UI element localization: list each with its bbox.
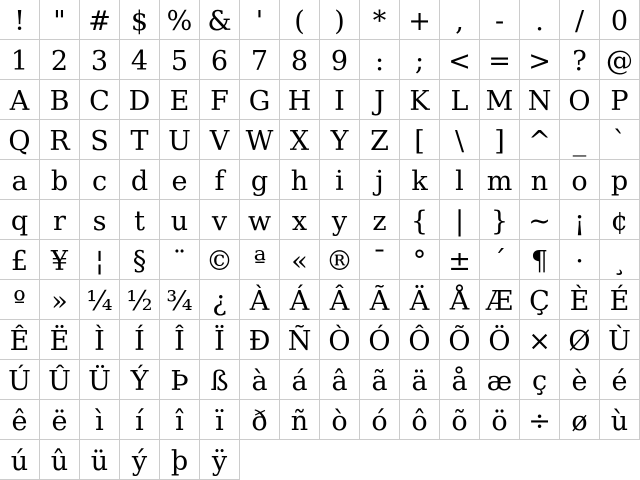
glyph-cell: « xyxy=(280,240,320,280)
glyph-cell: ì xyxy=(80,400,120,440)
glyph-cell: ô xyxy=(400,400,440,440)
glyph-cell: G xyxy=(240,80,280,120)
glyph-cell: Ð xyxy=(240,320,280,360)
glyph-cell: X xyxy=(280,120,320,160)
glyph-cell: Ö xyxy=(480,320,520,360)
glyph-cell: å xyxy=(440,360,480,400)
glyph-cell: Ø xyxy=(560,320,600,360)
glyph-cell: º xyxy=(0,280,40,320)
glyph-cell: Ë xyxy=(40,320,80,360)
glyph-cell: % xyxy=(160,0,200,40)
glyph-cell: < xyxy=(440,40,480,80)
glyph-cell: \ xyxy=(440,120,480,160)
glyph-cell: ¶ xyxy=(520,240,560,280)
glyph-cell: 0 xyxy=(600,0,640,40)
empty-cells-area xyxy=(240,440,640,480)
glyph-cell: S xyxy=(80,120,120,160)
glyph-cell: ð xyxy=(240,400,280,440)
glyph-cell: 7 xyxy=(240,40,280,80)
glyph-cell: 3 xyxy=(80,40,120,80)
glyph-cell: + xyxy=(400,0,440,40)
glyph-cell: È xyxy=(560,280,600,320)
glyph-cell: B xyxy=(40,80,80,120)
glyph-cell: ´ xyxy=(480,240,520,280)
glyph-cell: o xyxy=(560,160,600,200)
glyph-cell: Î xyxy=(160,320,200,360)
glyph-cell: ÿ xyxy=(200,440,240,480)
glyph-cell: Ò xyxy=(320,320,360,360)
glyph-cell: V xyxy=(200,120,240,160)
glyph-cell: c xyxy=(80,160,120,200)
glyph-cell: × xyxy=(520,320,560,360)
glyph-cell: ; xyxy=(400,40,440,80)
glyph-cell: Û xyxy=(40,360,80,400)
glyph-cell: Ý xyxy=(120,360,160,400)
glyph-cell: ª xyxy=(240,240,280,280)
glyph-cell: Q xyxy=(0,120,40,160)
glyph-cell: E xyxy=(160,80,200,120)
glyph-cell: Ñ xyxy=(280,320,320,360)
glyph-cell: ë xyxy=(40,400,80,440)
glyph-cell: v xyxy=(200,200,240,240)
glyph-cell: 8 xyxy=(280,40,320,80)
glyph-cell: à xyxy=(240,360,280,400)
glyph-cell: ¼ xyxy=(80,280,120,320)
glyph-cell: / xyxy=(560,0,600,40)
glyph-cell: } xyxy=(480,200,520,240)
glyph-cell: § xyxy=(120,240,160,280)
glyph-cell: A xyxy=(0,80,40,120)
glyph-cell: & xyxy=(200,0,240,40)
glyph-cell: k xyxy=(400,160,440,200)
glyph-cell: . xyxy=(520,0,560,40)
glyph-cell: Ì xyxy=(80,320,120,360)
glyph-cell: ú xyxy=(0,440,40,480)
glyph-cell: Ç xyxy=(520,280,560,320)
glyph-cell: ! xyxy=(0,0,40,40)
glyph-cell: K xyxy=(400,80,440,120)
glyph-cell: 5 xyxy=(160,40,200,80)
glyph-cell: é xyxy=(600,360,640,400)
glyph-cell: R xyxy=(40,120,80,160)
glyph-cell: ] xyxy=(480,120,520,160)
glyph-cell: I xyxy=(320,80,360,120)
glyph-cell: a xyxy=(0,160,40,200)
glyph-cell: ' xyxy=(240,0,280,40)
glyph-cell: n xyxy=(520,160,560,200)
glyph-cell: 6 xyxy=(200,40,240,80)
glyph-cell: F xyxy=(200,80,240,120)
glyph-cell: # xyxy=(80,0,120,40)
glyph-cell: , xyxy=(440,0,480,40)
glyph-cell: · xyxy=(560,240,600,280)
glyph-cell: ) xyxy=(320,0,360,40)
glyph-cell: ~ xyxy=(520,200,560,240)
glyph-cell: Æ xyxy=(480,280,520,320)
glyph-cell: q xyxy=(0,200,40,240)
glyph-cell: þ xyxy=(160,440,200,480)
glyph-cell: w xyxy=(240,200,280,240)
glyph-cell: N xyxy=(520,80,560,120)
glyph-cell: ¢ xyxy=(600,200,640,240)
glyph-cell: á xyxy=(280,360,320,400)
glyph-cell: T xyxy=(120,120,160,160)
glyph-cell: Y xyxy=(320,120,360,160)
glyph-cell: Ü xyxy=(80,360,120,400)
glyph-cell: O xyxy=(560,80,600,120)
glyph-cell: P xyxy=(600,80,640,120)
glyph-cell: $ xyxy=(120,0,160,40)
glyph-cell: Ù xyxy=(600,320,640,360)
glyph-cell: { xyxy=(400,200,440,240)
glyph-cell: J xyxy=(360,80,400,120)
glyph-cell: d xyxy=(120,160,160,200)
glyph-cell: ã xyxy=(360,360,400,400)
glyph-cell: D xyxy=(120,80,160,120)
glyph-cell: £ xyxy=(0,240,40,280)
glyph-cell: ò xyxy=(320,400,360,440)
glyph-cell: u xyxy=(160,200,200,240)
glyph-cell: ø xyxy=(560,400,600,440)
glyph-cell: Þ xyxy=(160,360,200,400)
glyph-cell: û xyxy=(40,440,80,480)
glyph-cell: À xyxy=(240,280,280,320)
glyph-cell: - xyxy=(480,0,520,40)
glyph-cell: f xyxy=(200,160,240,200)
glyph-cell: " xyxy=(40,0,80,40)
glyph-cell: ¦ xyxy=(80,240,120,280)
glyph-cell: Z xyxy=(360,120,400,160)
glyph-cell: p xyxy=(600,160,640,200)
glyph-cell: ½ xyxy=(120,280,160,320)
glyph-cell: ? xyxy=(560,40,600,80)
glyph-cell: C xyxy=(80,80,120,120)
glyph-cell: ® xyxy=(320,240,360,280)
glyph-cell: ¡ xyxy=(560,200,600,240)
glyph-cell: s xyxy=(80,200,120,240)
glyph-cell: ö xyxy=(480,400,520,440)
glyph-cell: ± xyxy=(440,240,480,280)
glyph-cell: ¯ xyxy=(360,240,400,280)
glyph-cell: Õ xyxy=(440,320,480,360)
glyph-cell: ¥ xyxy=(40,240,80,280)
glyph-cell: ( xyxy=(280,0,320,40)
glyph-cell: Å xyxy=(440,280,480,320)
glyph-cell: â xyxy=(320,360,360,400)
glyph-cell: 1 xyxy=(0,40,40,80)
glyph-cell: j xyxy=(360,160,400,200)
glyph-cell: ` xyxy=(600,120,640,160)
glyph-cell: ÷ xyxy=(520,400,560,440)
glyph-cell: H xyxy=(280,80,320,120)
glyph-cell: 9 xyxy=(320,40,360,80)
glyph-cell: © xyxy=(200,240,240,280)
glyph-cell: Ä xyxy=(400,280,440,320)
glyph-cell: x xyxy=(280,200,320,240)
glyph-cell: ^ xyxy=(520,120,560,160)
glyph-cell: 4 xyxy=(120,40,160,80)
glyph-cell: ß xyxy=(200,360,240,400)
glyph-cell: t xyxy=(120,200,160,240)
glyph-cell: Ô xyxy=(400,320,440,360)
glyph-cell: ç xyxy=(520,360,560,400)
glyph-cell: > xyxy=(520,40,560,80)
glyph-cell: ê xyxy=(0,400,40,440)
glyph-cell: [ xyxy=(400,120,440,160)
glyph-cell: = xyxy=(480,40,520,80)
glyph-cell: î xyxy=(160,400,200,440)
glyph-cell: ï xyxy=(200,400,240,440)
glyph-cell: Ó xyxy=(360,320,400,360)
glyph-cell: ù xyxy=(600,400,640,440)
glyph-cell: e xyxy=(160,160,200,200)
glyph-cell: ý xyxy=(120,440,160,480)
glyph-cell: ü xyxy=(80,440,120,480)
glyph-cell: b xyxy=(40,160,80,200)
glyph-cell: Á xyxy=(280,280,320,320)
glyph-cell: U xyxy=(160,120,200,160)
glyph-cell: ¸ xyxy=(600,240,640,280)
glyph-cell: r xyxy=(40,200,80,240)
glyph-cell: | xyxy=(440,200,480,240)
glyph-cell: g xyxy=(240,160,280,200)
glyph-cell: ñ xyxy=(280,400,320,440)
glyph-cell: m xyxy=(480,160,520,200)
glyph-cell: h xyxy=(280,160,320,200)
glyph-cell: ¾ xyxy=(160,280,200,320)
glyph-cell: è xyxy=(560,360,600,400)
glyph-cell: ¿ xyxy=(200,280,240,320)
glyph-cell: l xyxy=(440,160,480,200)
glyph-cell: » xyxy=(40,280,80,320)
glyph-cell: i xyxy=(320,160,360,200)
glyph-cell: Ê xyxy=(0,320,40,360)
glyph-cell: L xyxy=(440,80,480,120)
glyph-cell: : xyxy=(360,40,400,80)
glyph-cell: Â xyxy=(320,280,360,320)
glyph-cell: ° xyxy=(400,240,440,280)
glyph-cell: y xyxy=(320,200,360,240)
glyph-cell: ó xyxy=(360,400,400,440)
glyph-cell: õ xyxy=(440,400,480,440)
glyph-cell: W xyxy=(240,120,280,160)
glyph-cell: æ xyxy=(480,360,520,400)
glyph-cell: @ xyxy=(600,40,640,80)
glyph-cell: Ú xyxy=(0,360,40,400)
glyph-cell: 2 xyxy=(40,40,80,80)
glyph-cell: * xyxy=(360,0,400,40)
glyph-cell: í xyxy=(120,400,160,440)
glyph-cell: ¨ xyxy=(160,240,200,280)
glyph-cell: Í xyxy=(120,320,160,360)
glyph-cell: Ã xyxy=(360,280,400,320)
glyph-cell: É xyxy=(600,280,640,320)
glyph-cell: ä xyxy=(400,360,440,400)
glyph-cell: z xyxy=(360,200,400,240)
glyph-cell: _ xyxy=(560,120,600,160)
glyph-cell: M xyxy=(480,80,520,120)
glyph-cell: Ï xyxy=(200,320,240,360)
